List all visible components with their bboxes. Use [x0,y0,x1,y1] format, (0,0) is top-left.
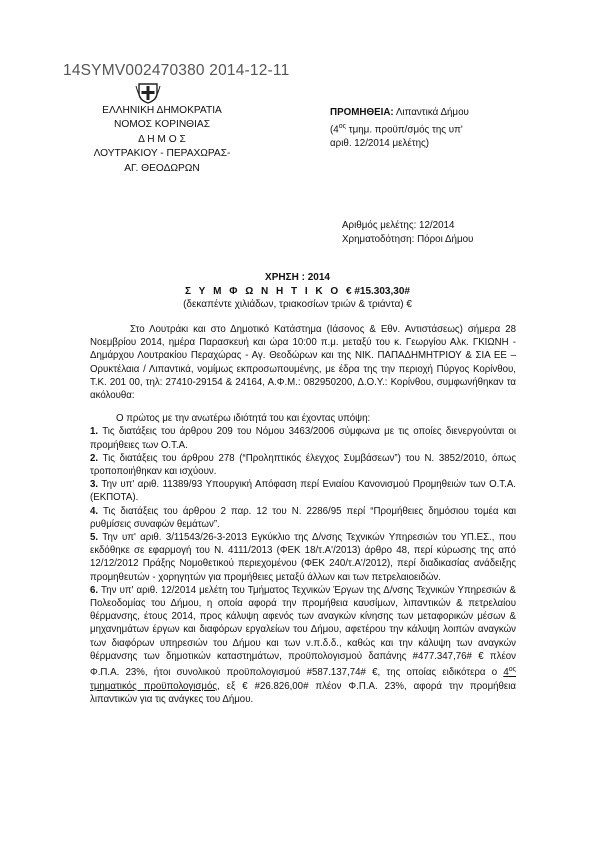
study-meta [342,219,473,247]
lead-paragraph: Ο πρώτος με την ανωτέρω ιδιότητά του και έχοντας υπόψη: [116,413,371,425]
item-number: 5. [90,532,99,544]
subject-line2-post: τμημ. προϋπ/σμός της υπ' [346,124,463,136]
document-stamp-code: 14SYMV002470380 2014-12-11 [63,62,290,79]
contract-body [90,323,516,706]
item-number: 1. [90,426,99,438]
item-text: Την υπ' αριθ. 11389/93 Υπουργική Απόφαση περί Ενιαίου Κανονισμού Προμηθειών των Ο.Τ.Α. (ΕΚΠΟΤΑ). [90,479,516,504]
contract-title-text: Σ Υ Μ Φ Ω Ν Η Τ Ι Κ Ο [185,285,341,297]
item-text: Την υπ' αριθ. 3/11543/26-3-2013 Εγκύκλιο της Δ/νσης Τεχνικών Υπηρεσιών του ΥΠ.ΕΣ., που εκδόθηκε σε εφαρμογή του Ν. 4111/2013 (ΦΕΚ 18/τ.Α'/2013) άρθρο 48, περί κύρωσης της από 12/12/2012 Πράξης Νομοθετικού περιεχομένου (ΦΕΚ 240/τ.Α'/2012), περί διαδικασίας ανάδειξης προμηθευτών - χορηγητών για προμήθειες μεταξύ άλλων και των πετρελαιοειδών. [90,532,516,583]
contract-amount: € #15.303,30# [346,285,410,297]
budget-part-text: τμηματικός προϋπολογισμός [90,680,218,692]
list-item [90,505,516,531]
issuer-line: ΝΟΜΟΣ ΚΟΡΙΝΘΙΑΣ [113,119,211,131]
item-text: Τις διατάξεις του άρθρου 278 (“Προληπτικός έλεγχος Συμβάσεων”) του Ν. 3852/2010, όπως τροποποιήθηκαν και ισχύουν. [90,452,516,478]
item-number: 4. [90,505,99,517]
fiscal-year: ΧΡΗΣΗ : 2014 [265,272,330,283]
list-item [90,425,516,451]
issuer-block [62,104,262,176]
issuer-line: Δ Η Μ Ο Σ [138,133,186,145]
item-number: 6. [90,584,99,596]
intro-paragraph: Στο Λουτράκι και στο Δημοτικό Κατάστημα (Ιάσονος & Εθν. Αντιστάσεως) σήμερα 28 Νοεμβρίου 2014, ημέρα Παρασκευή και ώρα 10:00 π.μ. μεταξύ του κ. Γεωργίου Αλκ. ΓΚΙΩΝΗ - Δημάρχου Λουτρακίου Περαχώρας - Αγ. Θεοδώρων και της ΝΙΚ. ΠΑΠΑΔΗΜΗΤΡΙΟΥ & ΣΙΑ ΕΕ – Ορυκτέλαια / Λιπαντικά, νομίμως εκπροσωπουμένης, με έδρα της την περιοχή Πύργος Κορίνθου, Τ.Κ. 201 00, τηλ: 27410-29154 & 24164, Α.Φ.Μ.: 082950200, Δ.Ο.Υ.: Κορίνθου, συμφωνήθηκαν τα ακόλουθα: [90,324,516,402]
amount-in-words: (δεκαπέντε χιλιάδων, τριακοσίων τριών & τριάντα) € [183,299,412,310]
subject-line3: αριθ. 12/2014 μελέτης) [330,138,430,150]
list-item [90,452,516,478]
item-text-end: , εξ € #26.826,00# πλέον Φ.Π.Α. 23%, αφορά την προμήθεια λιπαντικών για τις ανάγκες του Δήμου. [90,680,516,705]
item-number: 3. [90,479,99,491]
item-text: Τις διατάξεις του άρθρου 209 του Νόμου 3463/2006 σύμφωνα με τις οποίες διενεργούνται οι προμήθειες των Ο.Τ.Α. [90,426,516,451]
issuer-line: ΕΛΛΗΝΙΚΗ ΔΗΜΟΚΡΑΤΙΑ [102,105,222,116]
subject-line2-pre: (4 [330,124,339,136]
contract-heading [50,271,545,312]
subject-block [330,106,540,151]
list-item [90,531,516,584]
item-text: Τις διατάξεις του άρθρου 2 παρ. 12 του Ν. 2286/95 περί “Προμήθειες δημόσιου τομέα και ρυθμίσεις συναφών θεμάτων”. [90,505,516,530]
item-text: Την υπ' αριθ. 12/2014 μελέτη του Τμήματος Τεχνικών Έργων της Δ/νσης Τεχνικών Υπηρεσιών & Πολεοδομίας του Δήμου, η οποία αφορά την προμήθεια καυσίμων, λιπαντικών & πετρελαίου θέρμανσης, έτους 2014, προς κάλυψη αφενός των αναγκών κίνησης των μεταφορικών μέσων & μηχανημάτων έργων και διαφόρων εργαλείων του Δήμου, αφετέρου την κάλυψη λοιπών αναγκών των διαφόρων υπηρεσιών του Δήμου και των ν.π.δ.δ., καθώς και την κάλυψη των αναγκών θέρμανσης των δημοτικών καταστημάτων, προϋπολογισμού δαπάνης #477.347,76# € πλέον Φ.Π.Α. 23%, ήτοι συνολικού προϋπολογισμού #587.137,74# €, της οποίας ειδικότερα ο [90,584,516,679]
list-item [90,478,516,504]
subject-label: ΠΡΟΜΗΘΕΙΑ: [330,107,394,118]
subject-text: Λιπαντικά Δήμου [393,107,469,118]
subject-line2-sup: ος [338,123,346,130]
budget-part-sup: ος [508,666,516,674]
contract-title [50,285,545,299]
study-number: Αριθμός μελέτης: 12/2014 [342,220,455,231]
coat-of-arms-icon [135,80,161,104]
issuer-line: ΑΓ. ΘΕΟΔΩΡΩΝ [124,162,200,174]
issuer-line: ΛΟΥΤΡΑΚΙΟΥ - ΠΕΡΑΧΩΡΑΣ- [93,148,231,160]
funding-source: Χρηματοδότηση: Πόροι Δήμου [342,234,474,245]
item-number: 2. [90,452,99,464]
list-item [90,584,516,706]
budget-part-number: 4 [503,667,509,679]
